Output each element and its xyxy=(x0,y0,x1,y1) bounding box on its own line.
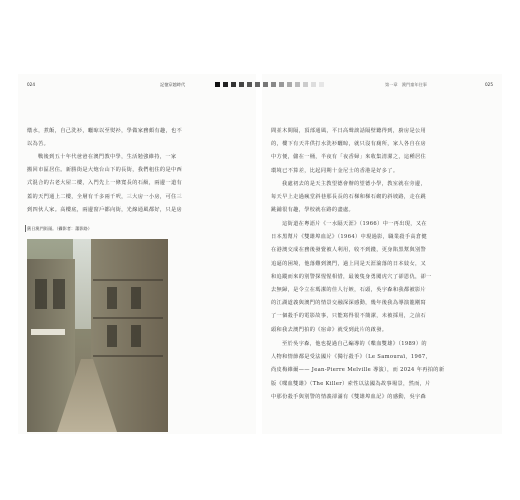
left-paragraph-2 xyxy=(27,151,227,217)
photo-sky xyxy=(73,239,91,329)
text-line: 日本黑幫片《雙雄埠血記》（1964）中現過影，職業殺手高倉健 xyxy=(271,234,427,241)
header-block xyxy=(271,82,276,87)
header-block xyxy=(319,82,324,87)
header-block xyxy=(255,82,260,87)
header-block xyxy=(231,82,236,87)
text-line: 跳鋪很有趣，學校就在路的盡處。 xyxy=(271,207,355,214)
text-line: 搬回市區居住。新勝街是大炮台山下的長街，我們租住的是中西 xyxy=(27,167,183,174)
header-block xyxy=(239,82,244,87)
text-line: 去無歸，是令立在瑪潔的佳人行嫉，石頭，吳宇森和我都被影片 xyxy=(271,287,427,294)
right-paragraph-2 xyxy=(271,178,493,218)
right-paragraph-3 xyxy=(271,218,493,337)
text-line: 到四伙人家。高樓底，兩邊窗戶都向街，光線通風都好，只是房 xyxy=(27,206,183,213)
photo-window xyxy=(107,287,117,309)
header-gradient-blocks xyxy=(215,82,324,87)
text-line: 這街道在粵語片《一水隔天涯》（1966）中一再出現，又在 xyxy=(282,221,427,227)
photo-window xyxy=(107,325,117,347)
header-block xyxy=(247,82,252,87)
street-photo xyxy=(27,239,168,432)
text-line: 每天早上走過瘋堂斜巷那長長的石梯和梯石砌的斜坡路，走在跳 xyxy=(271,194,427,201)
photo-awning xyxy=(31,329,65,335)
header-block xyxy=(223,82,228,87)
left-paragraph-1 xyxy=(27,125,227,151)
right-paragraph-4 xyxy=(271,338,493,404)
photo-balcony xyxy=(93,279,163,281)
text-line: 尚皮梅維爾—— Jean-Pierre Melville 導演），而 2024 年再拍的新 xyxy=(271,367,445,374)
running-title: 記憶穿越時代 xyxy=(160,82,186,87)
text-line: 追逼的困境，他落難到澳門，過上同是天涯淪落的日本妓女，又 xyxy=(271,260,427,267)
photo-window xyxy=(131,287,141,309)
text-line: 環境已不算差，比起同期十金尼士的香港是好多了。 xyxy=(271,167,399,174)
header-block xyxy=(263,82,268,87)
header-block xyxy=(287,82,292,87)
right-paragraph-1 xyxy=(271,125,493,178)
photo-window xyxy=(131,325,141,347)
text-line: 以為苦。 xyxy=(27,141,50,148)
text-line: 式混合的古老大屋二樓，入門先上一條寬長的石級，兩邊一道有 xyxy=(27,180,183,187)
header-block xyxy=(215,82,220,87)
header-block xyxy=(295,82,300,87)
text-line: 蓋的天門通上二樓，全層有千多兩千呎，三大房一小房，可住三 xyxy=(27,193,183,200)
text-line: 中方便，儲在一桶，半夜有「夜香婦」來收集清潔之，這種居住 xyxy=(271,154,427,161)
text-line: 間並木間隔，頂部通風，平日高聲談話隔壁聽得到，廚房是公用 xyxy=(271,128,427,134)
header-block xyxy=(279,82,284,87)
text-line: 我處初去的是天主教望德會辦的望德小學，教室就在旁邊， xyxy=(282,181,426,187)
text-line: 人物和情節都是受法國片《獨行殺手》（Le Samouraï，1967， xyxy=(271,354,432,361)
text-line: 的江湖道義與澳門的情景交融深深感動，幾年後我為導演龍剛寫 xyxy=(271,300,427,307)
text-line: 的，樓下有天井供打水洗衫曬晾，就只沒有廁所，家人各自在房 xyxy=(271,141,427,148)
photo-window xyxy=(35,279,47,309)
right-page-number: 025 xyxy=(485,82,493,87)
photo-balcony xyxy=(93,355,163,357)
text-line: 了一個殺手的電影故事，只能寫得很不簡潔，未被採用，之前石 xyxy=(271,313,427,320)
header-block xyxy=(303,82,308,87)
text-line: 中那份殺手與別警的情義卻滿有《雙雄埠血記》的感動，吳宇森 xyxy=(271,393,427,400)
chapter-title: 第一章 澳門童年往事 xyxy=(385,82,427,87)
text-line: 燉水，煮飯，自己洗衫，曬晾以至熨衫，學做家務頗有趣，也不 xyxy=(27,128,183,134)
photo-caption: 舊日澳門街頭。（攝影者：蕭影路） xyxy=(27,226,92,231)
text-line: 戰後到五十年代爸爸在澳門教中學，生活勉強維持，一家 xyxy=(38,154,177,160)
text-line: 至於吳宇森，他也提過自己編導的《喋血雙雄》（1989）的 xyxy=(282,341,427,347)
left-page-number: 024 xyxy=(27,82,35,87)
text-line: 版《喋血雙雄》（The Killer）索性以法國為故事場景，然而，片 xyxy=(271,380,431,387)
text-line: 在港澳交成在務後發覺被人利用，收不到錢，更身陷黑幫與別警 xyxy=(271,247,427,254)
photo-balcony xyxy=(93,317,163,319)
header-block xyxy=(311,82,316,87)
text-line: 和追蹤而來的別警探惺惺相惜，最後隻身勇闖虎穴了卻恩仇，卻一 xyxy=(271,273,432,280)
photo-window xyxy=(53,279,65,309)
text-line: 頭和我去澳門拍的《宿命》就受到此片的啟發。 xyxy=(271,326,388,333)
